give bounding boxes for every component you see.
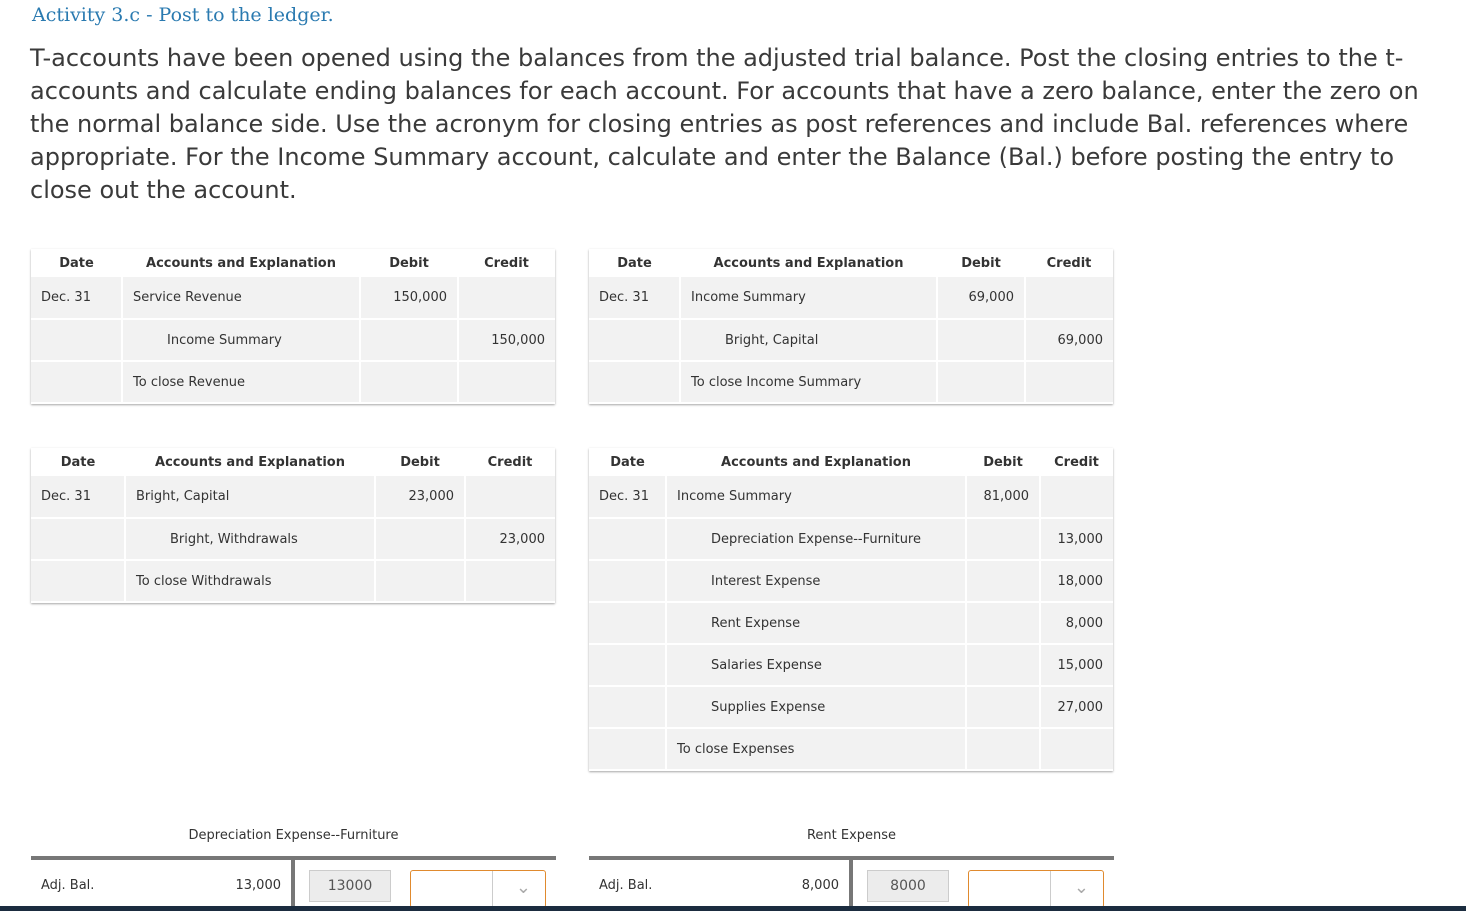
entry-date [589, 560, 666, 602]
activity-title: Activity 3.c - Post to the ledger. [32, 4, 334, 26]
entry-account: Service Revenue [122, 277, 360, 319]
header-credit: Credit [1025, 249, 1113, 277]
entry-credit [465, 476, 555, 518]
entry-date [589, 644, 666, 686]
adj-bal-label: Adj. Bal. [41, 878, 95, 893]
entry-debit [937, 319, 1025, 361]
entry-debit [360, 361, 458, 403]
post-ref-dropdown[interactable] [968, 870, 1104, 908]
entry-explanation: To close Expenses [666, 728, 966, 770]
entry-credit: 18,000 [1040, 560, 1113, 602]
entry-credit: 150,000 [458, 319, 555, 361]
entry-debit [966, 602, 1040, 644]
entry-account: Depreciation Expense--Furniture [666, 518, 966, 560]
entry-account: Bright, Capital [125, 476, 375, 518]
header-credit: Credit [458, 249, 555, 277]
header-debit: Debit [375, 448, 465, 476]
header-accounts: Accounts and Explanation [122, 249, 360, 277]
entry-date [31, 518, 125, 560]
entry-credit [458, 361, 555, 403]
entry-debit [375, 518, 465, 560]
entry-debit [966, 686, 1040, 728]
header-date: Date [589, 249, 680, 277]
entry-debit [360, 319, 458, 361]
entry-date [31, 361, 122, 403]
dropdown-separator [1050, 871, 1051, 907]
entry-date: Dec. 31 [31, 476, 125, 518]
bottom-bar [0, 906, 1466, 911]
entry-debit: 150,000 [360, 277, 458, 319]
entry-account: Supplies Expense [666, 686, 966, 728]
header-date: Date [31, 448, 125, 476]
entry-date [31, 319, 122, 361]
entry-debit [966, 560, 1040, 602]
header-debit: Debit [360, 249, 458, 277]
entry-credit [458, 277, 555, 319]
t-account-depreciation [31, 828, 556, 908]
journal-close-expenses [589, 448, 1113, 771]
header-accounts: Accounts and Explanation [125, 448, 375, 476]
entry-explanation: To close Revenue [122, 361, 360, 403]
journal-close-revenue [31, 249, 555, 404]
entry-credit: 8,000 [1040, 602, 1113, 644]
t-account-title: Rent Expense [806, 828, 897, 843]
entry-date [589, 728, 666, 770]
entry-explanation: To close Income Summary [680, 361, 937, 403]
dropdown-separator [492, 871, 493, 907]
entry-account: Income Summary [680, 277, 937, 319]
entry-debit: 81,000 [966, 476, 1040, 518]
entry-date: Dec. 31 [589, 476, 666, 518]
entry-debit: 23,000 [375, 476, 465, 518]
entry-explanation: To close Withdrawals [125, 560, 375, 602]
chevron-down-icon[interactable]: ⌄ [1073, 877, 1089, 898]
entry-debit [375, 560, 465, 602]
t-account-title: Depreciation Expense--Furniture [188, 828, 399, 843]
header-accounts: Accounts and Explanation [666, 448, 966, 476]
entry-account: Bright, Capital [680, 319, 937, 361]
entry-account: Income Summary [666, 476, 966, 518]
entry-account: Rent Expense [666, 602, 966, 644]
header-debit: Debit [937, 249, 1025, 277]
instructions-text: T-accounts have been opened using the balances from the adjusted trial balance. Post the closing entries to the t-accounts and calculate ending balances for each account. For accounts that have a zero balance, enter the zero on the normal balance side. Use the acronym for closing entries as post references and include Bal. references where appropriate. For the Income Summary account, calculate and enter the Balance (Bal.) before posting the entry to close out the account. [30, 44, 1419, 204]
entry-date [589, 518, 666, 560]
entry-debit [937, 361, 1025, 403]
credit-amount-input[interactable]: 8000 [867, 870, 949, 902]
header-accounts: Accounts and Explanation [680, 249, 937, 277]
header-credit: Credit [1040, 448, 1113, 476]
entry-date: Dec. 31 [31, 277, 122, 319]
t-account-center-line [849, 856, 853, 908]
adj-bal-label: Adj. Bal. [599, 878, 653, 893]
entry-account: Interest Expense [666, 560, 966, 602]
entry-credit: 69,000 [1025, 319, 1113, 361]
entry-debit: 69,000 [937, 277, 1025, 319]
entry-account: Salaries Expense [666, 644, 966, 686]
entry-debit [966, 728, 1040, 770]
entry-credit: 15,000 [1040, 644, 1113, 686]
entry-credit [1025, 277, 1113, 319]
journal-close-income-summary [589, 249, 1113, 404]
entry-credit: 27,000 [1040, 686, 1113, 728]
t-account-rent [589, 828, 1114, 908]
entry-debit [966, 518, 1040, 560]
entry-credit [1025, 361, 1113, 403]
post-ref-dropdown[interactable] [410, 870, 546, 908]
entry-date: Dec. 31 [589, 277, 680, 319]
entry-date [31, 560, 125, 602]
entry-date [589, 361, 680, 403]
header-credit: Credit [465, 448, 555, 476]
entry-credit: 23,000 [465, 518, 555, 560]
adj-bal-amount: 8,000 [801, 878, 839, 893]
journal-close-withdrawals [31, 448, 555, 603]
t-account-center-line [291, 856, 295, 908]
entry-credit [1040, 728, 1113, 770]
header-date: Date [31, 249, 122, 277]
entry-account: Income Summary [122, 319, 360, 361]
header-debit: Debit [966, 448, 1040, 476]
entry-credit [1040, 476, 1113, 518]
adj-bal-amount: 13,000 [235, 878, 281, 893]
entry-debit [966, 644, 1040, 686]
entry-credit [465, 560, 555, 602]
entry-date [589, 686, 666, 728]
entry-date [589, 602, 666, 644]
entry-credit: 13,000 [1040, 518, 1113, 560]
entry-date [589, 319, 680, 361]
entry-account: Bright, Withdrawals [125, 518, 375, 560]
header-date: Date [589, 448, 666, 476]
chevron-down-icon[interactable]: ⌄ [515, 877, 531, 898]
credit-amount-input[interactable]: 13000 [309, 870, 391, 902]
